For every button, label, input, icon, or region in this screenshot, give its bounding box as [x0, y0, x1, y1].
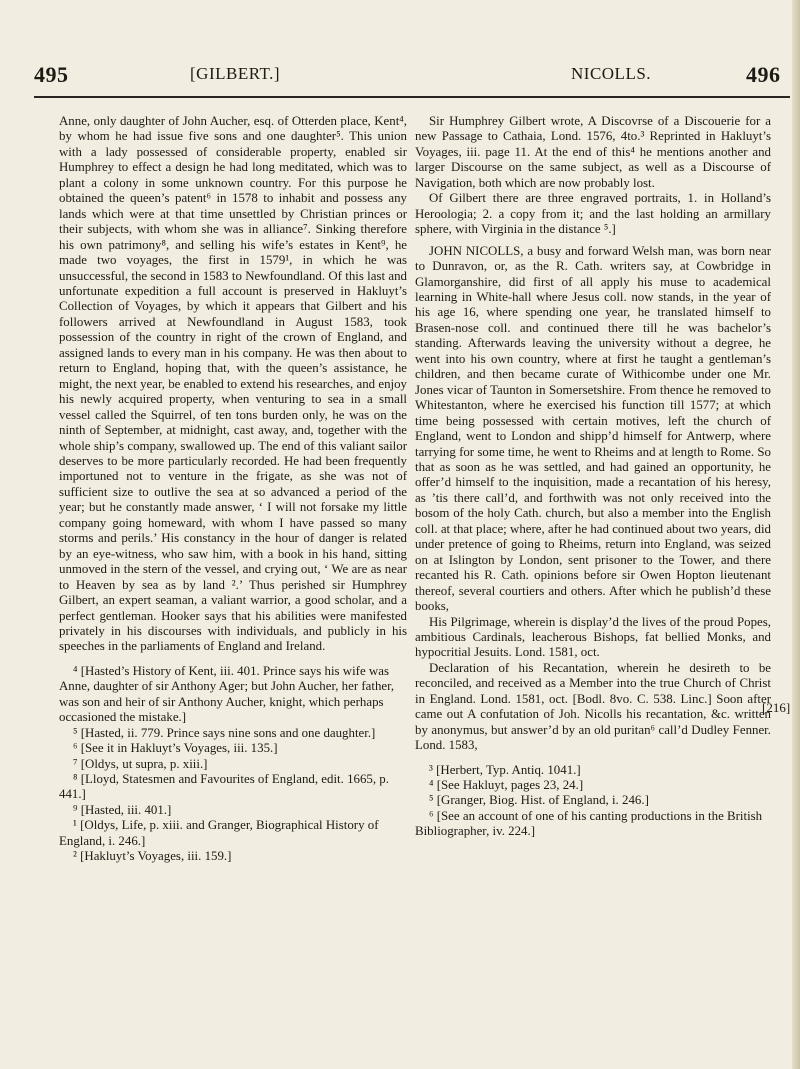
gilbert-works-paragraph: Sir Humphrey Gilbert wrote, A Discovrse of a Discouerie for a new Passage to Cathaia, Lond. 1576, 4to.³ Reprinted in Hakluyt’s Voyages, iii. page 11. At the end of this⁴ he mentions another and larger Discourse on the same subject, as well as a Discourse of Navigation, both which are now probably lost. — [415, 114, 771, 190]
footnote: ⁶ [See an account of one of his canting productions in the British Bibliographer, iv. 224.] — [415, 808, 763, 839]
left-page-number: 495 — [34, 62, 69, 87]
footnote: ¹ [Oldys, Life, p. xiii. and Granger, Biographical History of England, i. 246.] — [59, 818, 379, 848]
left-column — [59, 114, 407, 865]
footnote: ⁶ [See it in Hakluyt’s Voyages, iii. 135.] — [73, 741, 278, 756]
recantation-book-entry: Declaration of his Recantation, wherein he desireth to be reconciled, and received as a Member into the true Church of Christ in England. Lond. 1581, oct. [Bodl. 8vo. C. 538. Linc.] Soon after came out A confutation of Joh. Nicolls his recantation, &c. written by anonymus, but answer’d by an old puritan⁶ call’d Dudley Fenner. Lond. 1583, — [415, 660, 771, 753]
nicolls-entry-paragraph: JOHN NICOLLS, a busy and forward Welsh man, was born near to Dunravon, or, as the R. Cath. writers say, at Cowbridge in Glamorganshire, did first of all apply his muse to academical learning in White-hall where Jesus coll. now stands, in the year of his age 16, where spending one year, he translated himself to Brasen-nose coll. and continued there till he was bachelor’s standing. Afterwards leaving the university without a degree, he went into his own country, where at first he taught a gentleman’s children, and then became curate of Withicombe under one Mr. Jones vicar of Taunton in Somersetshire. From thence he removed to Whitestanton, where he exercised his function till 1577; at which time being possessed with certain motives, left the church of England, went to London and shipp’d himself for Antwerp, where tarrying for some time, he went to Rheims and at length to Rome. So that as soon as he was settled, and had gained an opportunity, he offer’d himself to the inquisition, made a recantation of his heresy, as ’tis there call’d, and forthwith was not only received into the bosom of the holy Cath. church, but also a member into the English coll. at that place; where, after he had continued about two years, did under pretence of going to Rheims, return into England, was seized on at Islington by London, sent prisoner to the Tower, and there recanted his R. Cath. opinions before sir Owen Hopton lieutenant thereof, several courtiers and others. After which he publish’d these books, — [415, 243, 771, 614]
margin-page-reference: [216] — [762, 700, 791, 715]
header-rule — [34, 96, 790, 98]
page-edge — [792, 0, 800, 1069]
footnote: ⁴ [Hasted’s History of Kent, iii. 401. Prince says his wife was Anne, daughter of sir Anthony Ager; but John Aucher, her father, was son and heir of sir Anthony Aucher, knight, which perhaps occasioned the mistake.] — [59, 663, 395, 725]
footnote: ³ [Herbert, Typ. Antiq. 1041.] — [429, 762, 581, 777]
gilbert-paragraph: Anne, only daughter of John Aucher, esq. of Otterden place, Kent⁴, by whom he had issue five sons and one daughter⁵. This union with a lady possessed of considerable property, enabled sir Humphrey to effect a design he had long meditated, which was to plant a colony in some unknown country. For this purpose he obtained the queen’s patent⁶ in 1578 to inhabit and possess any lands which were at that time unsettled by Christian princes or their subjects, with whom she was in alliance⁷. Sinking therefore his own patrimony⁸, and selling his wife’s estates in Kent⁹, he made two voyages, the first in 1579¹, in which he was unsuccessful, the second in 1583 to Newfoundland. Of this last and unfortunate expedition a full account is preserved in Hakluyt’s Collection of Voyages, by which it appears that Gilbert and his followers arrived at Newfoundland in August 1583, took possession of the country in right of the crown of England, and assigned lands to every man in his company. He was then about to return to England, hoping that, with the queen’s assistance, he might, the next year, be enabled to extend his researches, and enjoy his newly acquired property, when venturing to sea in a small vessel called the Squirrel, of ten tons burden only, he was on the ninth of September, at midnight, cast away, and, together with the whole ship’s company, swallowed up. The end of this valiant sailor deserves to be more particularly recorded. He had been frequently importuned not to venture in the frigate, as she was not of sufficient size to outlive the sea at so advanced a period of the year; but he constantly made answer, ‘ I will not forsake my little company going homeward, with whom I have passed so many storms and perils.’ His constancy in the hour of danger is related by an eye-witness, who saw him, with a book in his hand, sitting unmoved in the stern of the vessel, and crying out, ‘ We are as near to Heaven by sea as by land ².’ Thus perished sir Humphrey Gilbert, an expert seaman, a valiant warrior, a good scholar, and a perfect gentleman. Hooker says that his abilities were manifested privately in his discourses with individuals, and publicly in his speeches in the parliaments of England and Ireland. — [59, 114, 407, 654]
pilgrimage-book-entry: His Pilgrimage, wherein is display’d the lives of the proud Popes, ambitious Cardinals, leacherous Bishops, fat bellied Monks, and hypocritial Jesuits. Lond. 1581, oct. — [415, 614, 771, 660]
right-column — [415, 114, 771, 840]
footnote: ⁷ [Oldys, ut supra, p. xiii.] — [73, 756, 208, 771]
right-running-head: NICOLLS. — [571, 64, 652, 83]
right-page-number: 496 — [746, 62, 781, 87]
left-running-head: [GILBERT.] — [190, 64, 281, 83]
footnote: ⁵ [Granger, Biog. Hist. of England, i. 246.] — [429, 793, 649, 808]
left-footnotes — [59, 664, 407, 865]
footnote: ² [Hakluyt’s Voyages, iii. 159.] — [73, 849, 232, 864]
footnote: ⁸ [Lloyd, Statesmen and Favourites of England, edit. 1665, p. 441.] — [59, 772, 389, 802]
footnote: ⁴ [See Hakluyt, pages 23, 24.] — [429, 778, 584, 793]
footnote: ⁵ [Hasted, ii. 779. Prince says nine sons and one daughter.] — [73, 725, 376, 740]
footnote: ⁹ [Hasted, iii. 401.] — [73, 802, 172, 817]
gilbert-portraits-paragraph: Of Gilbert there are three engraved portraits, 1. in Holland’s Heroologia; 2. a copy from it; and the last holding an armillary sphere, with Virginia in the distance ⁵.] — [415, 191, 771, 237]
right-footnotes — [415, 763, 771, 840]
